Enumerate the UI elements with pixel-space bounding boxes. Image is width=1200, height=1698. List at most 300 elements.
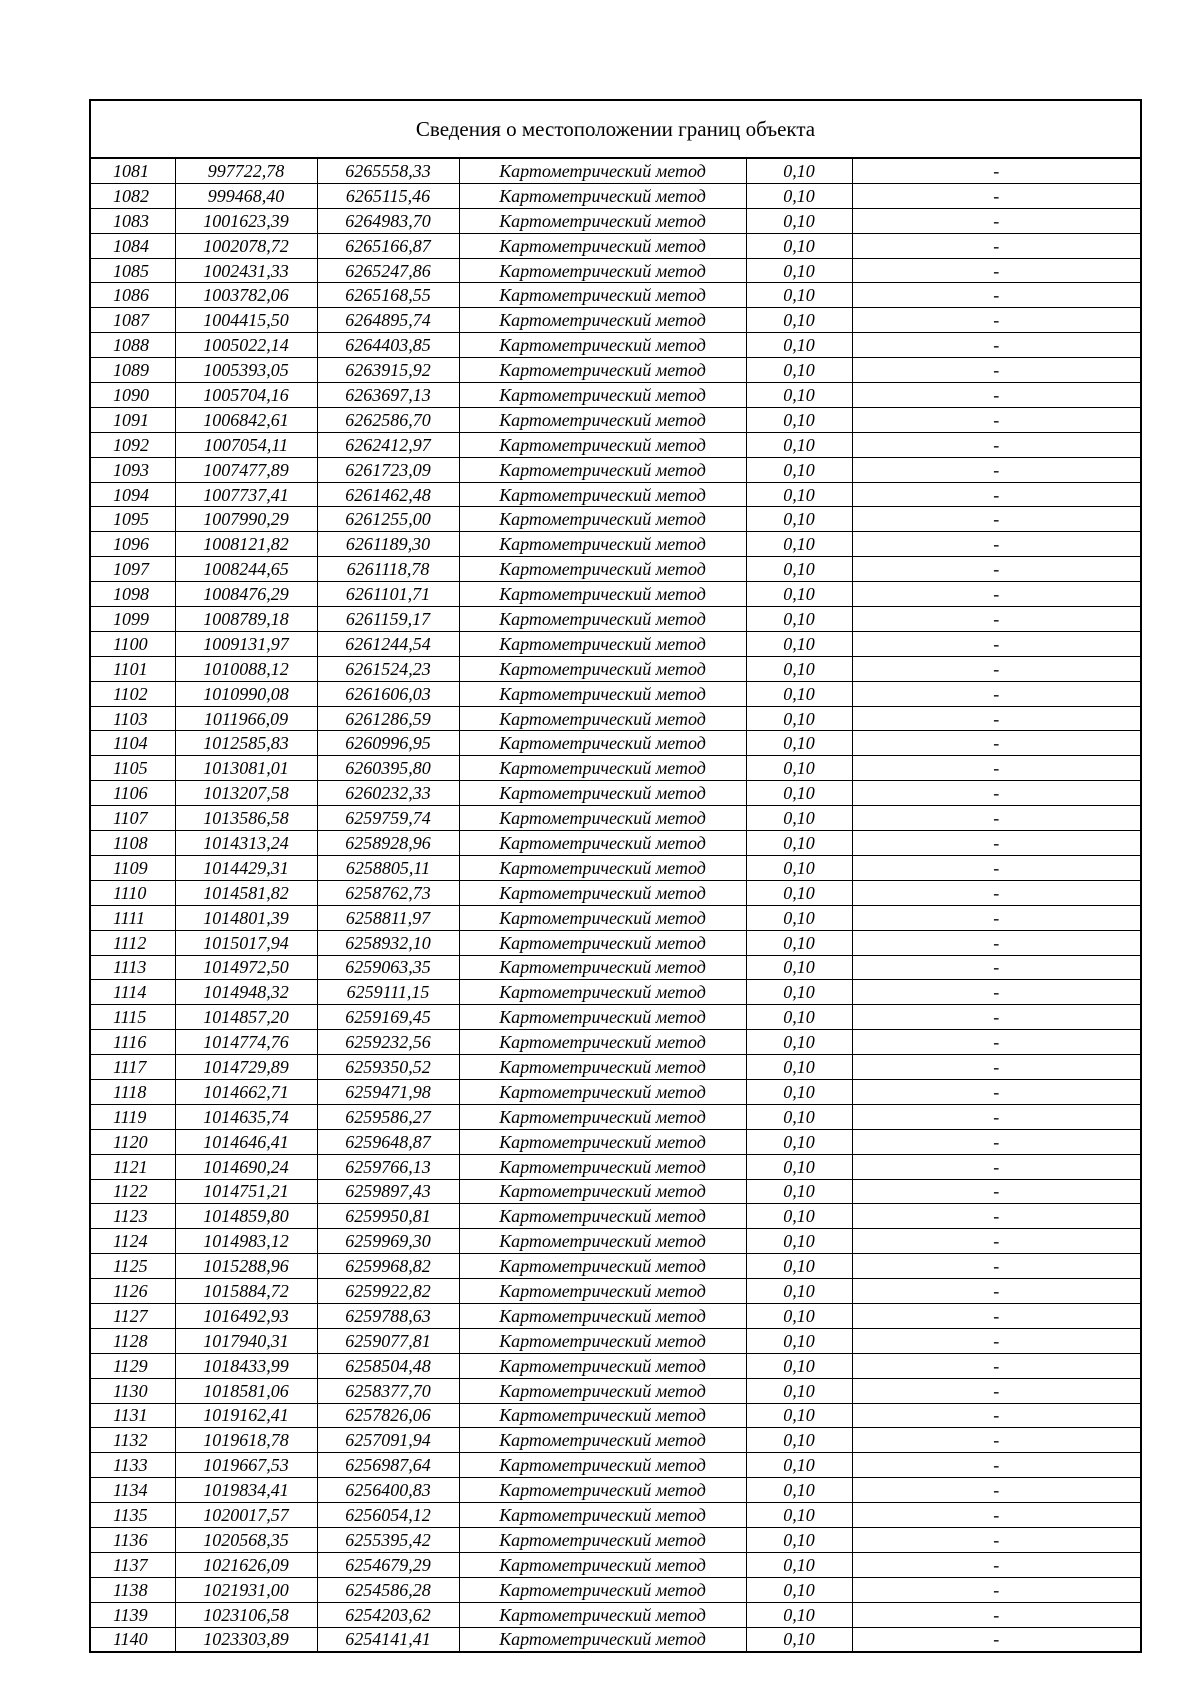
precision-cell: 0,10 — [746, 980, 852, 1005]
description-cell: - — [852, 706, 1140, 731]
point-number-cell: 1083 — [91, 208, 175, 233]
y-coordinate-cell: 6257826,06 — [317, 1403, 459, 1428]
description-cell: - — [852, 980, 1140, 1005]
point-number-cell: 1139 — [91, 1602, 175, 1627]
description-cell: - — [852, 1079, 1140, 1104]
point-number-cell: 1108 — [91, 831, 175, 856]
x-coordinate-cell: 1014801,39 — [175, 905, 317, 930]
method-cell: Картометрический метод — [459, 1303, 746, 1328]
point-number-cell: 1100 — [91, 631, 175, 656]
precision-cell: 0,10 — [746, 557, 852, 582]
method-cell: Картометрический метод — [459, 880, 746, 905]
method-cell: Картометрический метод — [459, 1428, 746, 1453]
y-coordinate-cell: 6263915,92 — [317, 358, 459, 383]
y-coordinate-cell: 6259950,81 — [317, 1204, 459, 1229]
point-number-cell: 1138 — [91, 1577, 175, 1602]
point-number-cell: 1084 — [91, 233, 175, 258]
method-cell: Картометрический метод — [459, 308, 746, 333]
y-coordinate-cell: 6264403,85 — [317, 333, 459, 358]
x-coordinate-cell: 1014581,82 — [175, 880, 317, 905]
x-coordinate-cell: 1021626,09 — [175, 1552, 317, 1577]
precision-cell: 0,10 — [746, 1627, 852, 1651]
x-coordinate-cell: 1007477,89 — [175, 457, 317, 482]
table-row — [91, 1453, 1140, 1478]
precision-cell: 0,10 — [746, 1453, 852, 1478]
method-cell: Картометрический метод — [459, 1204, 746, 1229]
point-number-cell: 1081 — [91, 159, 175, 183]
description-cell: - — [852, 1428, 1140, 1453]
y-coordinate-cell: 6261189,30 — [317, 532, 459, 557]
description-cell: - — [852, 930, 1140, 955]
description-cell: - — [852, 1229, 1140, 1254]
y-coordinate-cell: 6265558,33 — [317, 159, 459, 183]
x-coordinate-cell: 1014635,74 — [175, 1104, 317, 1129]
point-number-cell: 1128 — [91, 1328, 175, 1353]
x-coordinate-cell: 1007737,41 — [175, 482, 317, 507]
precision-cell: 0,10 — [746, 482, 852, 507]
y-coordinate-cell: 6261118,78 — [317, 557, 459, 582]
point-number-cell: 1094 — [91, 482, 175, 507]
y-coordinate-cell: 6259169,45 — [317, 1005, 459, 1030]
table-row — [91, 1378, 1140, 1403]
description-cell: - — [852, 532, 1140, 557]
point-number-cell: 1085 — [91, 258, 175, 283]
precision-cell: 0,10 — [746, 1279, 852, 1304]
precision-cell: 0,10 — [746, 756, 852, 781]
method-cell: Картометрический метод — [459, 1378, 746, 1403]
y-coordinate-cell: 6258811,97 — [317, 905, 459, 930]
y-coordinate-cell: 6264983,70 — [317, 208, 459, 233]
x-coordinate-cell: 1014646,41 — [175, 1129, 317, 1154]
method-cell: Картометрический метод — [459, 482, 746, 507]
table-row — [91, 1204, 1140, 1229]
table-row — [91, 258, 1140, 283]
method-cell: Картометрический метод — [459, 432, 746, 457]
table-row — [91, 756, 1140, 781]
point-number-cell: 1103 — [91, 706, 175, 731]
table-row — [91, 1279, 1140, 1304]
precision-cell: 0,10 — [746, 1303, 852, 1328]
x-coordinate-cell: 1010088,12 — [175, 656, 317, 681]
description-cell: - — [852, 731, 1140, 756]
point-number-cell: 1114 — [91, 980, 175, 1005]
y-coordinate-cell: 6256054,12 — [317, 1503, 459, 1528]
table-row — [91, 1254, 1140, 1279]
method-cell: Картометрический метод — [459, 955, 746, 980]
precision-cell: 0,10 — [746, 582, 852, 607]
method-cell: Картометрический метод — [459, 1478, 746, 1503]
table-row — [91, 1129, 1140, 1154]
method-cell: Картометрический метод — [459, 183, 746, 208]
y-coordinate-cell: 6258805,11 — [317, 855, 459, 880]
x-coordinate-cell: 1019162,41 — [175, 1403, 317, 1428]
table-row — [91, 1328, 1140, 1353]
y-coordinate-cell: 6257091,94 — [317, 1428, 459, 1453]
method-cell: Картометрический метод — [459, 1005, 746, 1030]
point-number-cell: 1113 — [91, 955, 175, 980]
x-coordinate-cell: 1008244,65 — [175, 557, 317, 582]
method-cell: Картометрический метод — [459, 806, 746, 831]
point-number-cell: 1102 — [91, 681, 175, 706]
y-coordinate-cell: 6254679,29 — [317, 1552, 459, 1577]
precision-cell: 0,10 — [746, 1527, 852, 1552]
table-row — [91, 407, 1140, 432]
x-coordinate-cell: 1014774,76 — [175, 1030, 317, 1055]
table-row — [91, 358, 1140, 383]
precision-cell: 0,10 — [746, 905, 852, 930]
method-cell: Картометрический метод — [459, 656, 746, 681]
method-cell: Картометрический метод — [459, 905, 746, 930]
point-number-cell: 1131 — [91, 1403, 175, 1428]
x-coordinate-cell: 1018433,99 — [175, 1353, 317, 1378]
table-row — [91, 1478, 1140, 1503]
description-cell: - — [852, 880, 1140, 905]
x-coordinate-cell: 1005022,14 — [175, 333, 317, 358]
description-cell: - — [852, 482, 1140, 507]
table-row — [91, 1005, 1140, 1030]
method-cell: Картометрический метод — [459, 159, 746, 183]
y-coordinate-cell: 6258928,96 — [317, 831, 459, 856]
precision-cell: 0,10 — [746, 1602, 852, 1627]
table-row — [91, 1552, 1140, 1577]
description-cell: - — [852, 631, 1140, 656]
table-row — [91, 1577, 1140, 1602]
point-number-cell: 1109 — [91, 855, 175, 880]
point-number-cell: 1118 — [91, 1079, 175, 1104]
description-cell: - — [852, 1154, 1140, 1179]
description-cell: - — [852, 607, 1140, 632]
precision-cell: 0,10 — [746, 333, 852, 358]
precision-cell: 0,10 — [746, 1154, 852, 1179]
table-row — [91, 1503, 1140, 1528]
description-cell: - — [852, 1328, 1140, 1353]
point-number-cell: 1116 — [91, 1030, 175, 1055]
y-coordinate-cell: 6261159,17 — [317, 607, 459, 632]
y-coordinate-cell: 6254203,62 — [317, 1602, 459, 1627]
point-number-cell: 1097 — [91, 557, 175, 582]
description-cell: - — [852, 457, 1140, 482]
point-number-cell: 1126 — [91, 1279, 175, 1304]
description-cell: - — [852, 183, 1140, 208]
method-cell: Картометрический метод — [459, 582, 746, 607]
table-row — [91, 1079, 1140, 1104]
description-cell: - — [852, 1005, 1140, 1030]
precision-cell: 0,10 — [746, 955, 852, 980]
table-row — [91, 582, 1140, 607]
method-cell: Картометрический метод — [459, 706, 746, 731]
precision-cell: 0,10 — [746, 607, 852, 632]
description-cell: - — [852, 582, 1140, 607]
precision-cell: 0,10 — [746, 1403, 852, 1428]
description-cell: - — [852, 557, 1140, 582]
precision-cell: 0,10 — [746, 1005, 852, 1030]
x-coordinate-cell: 1018581,06 — [175, 1378, 317, 1403]
y-coordinate-cell: 6259063,35 — [317, 955, 459, 980]
description-cell: - — [852, 1503, 1140, 1528]
x-coordinate-cell: 1014662,71 — [175, 1079, 317, 1104]
method-cell: Картометрический метод — [459, 930, 746, 955]
point-number-cell: 1132 — [91, 1428, 175, 1453]
y-coordinate-cell: 6254586,28 — [317, 1577, 459, 1602]
point-number-cell: 1117 — [91, 1055, 175, 1080]
table-row — [91, 333, 1140, 358]
table-row — [91, 457, 1140, 482]
description-cell: - — [852, 806, 1140, 831]
method-cell: Картометрический метод — [459, 681, 746, 706]
description-cell: - — [852, 208, 1140, 233]
method-cell: Картометрический метод — [459, 781, 746, 806]
point-number-cell: 1130 — [91, 1378, 175, 1403]
y-coordinate-cell: 6264895,74 — [317, 308, 459, 333]
x-coordinate-cell: 1007990,29 — [175, 507, 317, 532]
precision-cell: 0,10 — [746, 208, 852, 233]
precision-cell: 0,10 — [746, 1204, 852, 1229]
point-number-cell: 1136 — [91, 1527, 175, 1552]
table-row — [91, 631, 1140, 656]
point-number-cell: 1105 — [91, 756, 175, 781]
table-row — [91, 1428, 1140, 1453]
description-cell: - — [852, 1403, 1140, 1428]
method-cell: Картометрический метод — [459, 855, 746, 880]
method-cell: Картометрический метод — [459, 756, 746, 781]
x-coordinate-cell: 1023106,58 — [175, 1602, 317, 1627]
point-number-cell: 1086 — [91, 283, 175, 308]
description-cell: - — [852, 831, 1140, 856]
y-coordinate-cell: 6255395,42 — [317, 1527, 459, 1552]
table-row — [91, 731, 1140, 756]
x-coordinate-cell: 1013081,01 — [175, 756, 317, 781]
table-row — [91, 507, 1140, 532]
y-coordinate-cell: 6263697,13 — [317, 383, 459, 408]
y-coordinate-cell: 6259077,81 — [317, 1328, 459, 1353]
table-row — [91, 1627, 1140, 1651]
precision-cell: 0,10 — [746, 1478, 852, 1503]
description-cell: - — [852, 507, 1140, 532]
method-cell: Картометрический метод — [459, 358, 746, 383]
method-cell: Картометрический метод — [459, 532, 746, 557]
method-cell: Картометрический метод — [459, 457, 746, 482]
description-cell: - — [852, 1602, 1140, 1627]
method-cell: Картометрический метод — [459, 507, 746, 532]
table-row — [91, 1104, 1140, 1129]
description-cell: - — [852, 1627, 1140, 1651]
x-coordinate-cell: 1009131,97 — [175, 631, 317, 656]
method-cell: Картометрический метод — [459, 1527, 746, 1552]
precision-cell: 0,10 — [746, 681, 852, 706]
x-coordinate-cell: 1008789,18 — [175, 607, 317, 632]
method-cell: Картометрический метод — [459, 1627, 746, 1651]
precision-cell: 0,10 — [746, 880, 852, 905]
precision-cell: 0,10 — [746, 1254, 852, 1279]
point-number-cell: 1095 — [91, 507, 175, 532]
y-coordinate-cell: 6262412,97 — [317, 432, 459, 457]
description-cell: - — [852, 407, 1140, 432]
precision-cell: 0,10 — [746, 283, 852, 308]
point-number-cell: 1112 — [91, 930, 175, 955]
x-coordinate-cell: 997722,78 — [175, 159, 317, 183]
x-coordinate-cell: 1019667,53 — [175, 1453, 317, 1478]
y-coordinate-cell: 6258762,73 — [317, 880, 459, 905]
method-cell: Картометрический метод — [459, 731, 746, 756]
x-coordinate-cell: 1017940,31 — [175, 1328, 317, 1353]
description-cell: - — [852, 1303, 1140, 1328]
method-cell: Картометрический метод — [459, 1503, 746, 1528]
precision-cell: 0,10 — [746, 532, 852, 557]
y-coordinate-cell: 6260232,33 — [317, 781, 459, 806]
description-cell: - — [852, 233, 1140, 258]
table-row — [91, 1527, 1140, 1552]
precision-cell: 0,10 — [746, 806, 852, 831]
table-row — [91, 308, 1140, 333]
y-coordinate-cell: 6259471,98 — [317, 1079, 459, 1104]
x-coordinate-cell: 1001623,39 — [175, 208, 317, 233]
point-number-cell: 1107 — [91, 806, 175, 831]
table-row — [91, 233, 1140, 258]
precision-cell: 0,10 — [746, 1552, 852, 1577]
y-coordinate-cell: 6261606,03 — [317, 681, 459, 706]
precision-cell: 0,10 — [746, 1104, 852, 1129]
table-row — [91, 1229, 1140, 1254]
point-number-cell: 1088 — [91, 333, 175, 358]
description-cell: - — [852, 1104, 1140, 1129]
table-row — [91, 681, 1140, 706]
point-number-cell: 1111 — [91, 905, 175, 930]
table-row — [91, 855, 1140, 880]
description-cell: - — [852, 756, 1140, 781]
y-coordinate-cell: 6261723,09 — [317, 457, 459, 482]
point-number-cell: 1098 — [91, 582, 175, 607]
method-cell: Картометрический метод — [459, 333, 746, 358]
point-number-cell: 1127 — [91, 1303, 175, 1328]
y-coordinate-cell: 6259766,13 — [317, 1154, 459, 1179]
table-row — [91, 1403, 1140, 1428]
point-number-cell: 1099 — [91, 607, 175, 632]
method-cell: Картометрический метод — [459, 1129, 746, 1154]
description-cell: - — [852, 308, 1140, 333]
point-number-cell: 1125 — [91, 1254, 175, 1279]
description-cell: - — [852, 1030, 1140, 1055]
description-cell: - — [852, 656, 1140, 681]
description-cell: - — [852, 1527, 1140, 1552]
precision-cell: 0,10 — [746, 831, 852, 856]
x-coordinate-cell: 1016492,93 — [175, 1303, 317, 1328]
x-coordinate-cell: 1011966,09 — [175, 706, 317, 731]
table-row — [91, 1353, 1140, 1378]
x-coordinate-cell: 1019618,78 — [175, 1428, 317, 1453]
x-coordinate-cell: 1008476,29 — [175, 582, 317, 607]
method-cell: Картометрический метод — [459, 1229, 746, 1254]
method-cell: Картометрический метод — [459, 831, 746, 856]
y-coordinate-cell: 6259350,52 — [317, 1055, 459, 1080]
description-cell: - — [852, 905, 1140, 930]
precision-cell: 0,10 — [746, 383, 852, 408]
table-row — [91, 781, 1140, 806]
y-coordinate-cell: 6261286,59 — [317, 706, 459, 731]
point-number-cell: 1091 — [91, 407, 175, 432]
precision-cell: 0,10 — [746, 432, 852, 457]
method-cell: Картометрический метод — [459, 1179, 746, 1204]
precision-cell: 0,10 — [746, 258, 852, 283]
precision-cell: 0,10 — [746, 1129, 852, 1154]
point-number-cell: 1135 — [91, 1503, 175, 1528]
method-cell: Картометрический метод — [459, 233, 746, 258]
y-coordinate-cell: 6259788,63 — [317, 1303, 459, 1328]
table-row — [91, 656, 1140, 681]
x-coordinate-cell: 1023303,89 — [175, 1627, 317, 1651]
x-coordinate-cell: 1014751,21 — [175, 1179, 317, 1204]
x-coordinate-cell: 1003782,06 — [175, 283, 317, 308]
y-coordinate-cell: 6258504,48 — [317, 1353, 459, 1378]
table-row — [91, 383, 1140, 408]
method-cell: Картометрический метод — [459, 383, 746, 408]
method-cell: Картометрический метод — [459, 1079, 746, 1104]
x-coordinate-cell: 1013207,58 — [175, 781, 317, 806]
description-cell: - — [852, 1279, 1140, 1304]
precision-cell: 0,10 — [746, 159, 852, 183]
x-coordinate-cell: 1020017,57 — [175, 1503, 317, 1528]
table-row — [91, 1179, 1140, 1204]
description-cell: - — [852, 1453, 1140, 1478]
point-number-cell: 1092 — [91, 432, 175, 457]
y-coordinate-cell: 6261101,71 — [317, 582, 459, 607]
precision-cell: 0,10 — [746, 1428, 852, 1453]
table-row — [91, 905, 1140, 930]
description-cell: - — [852, 1378, 1140, 1403]
x-coordinate-cell: 1015017,94 — [175, 930, 317, 955]
method-cell: Картометрический метод — [459, 283, 746, 308]
description-cell: - — [852, 333, 1140, 358]
x-coordinate-cell: 999468,40 — [175, 183, 317, 208]
method-cell: Картометрический метод — [459, 631, 746, 656]
y-coordinate-cell: 6259586,27 — [317, 1104, 459, 1129]
method-cell: Картометрический метод — [459, 980, 746, 1005]
description-cell: - — [852, 358, 1140, 383]
x-coordinate-cell: 1014859,80 — [175, 1204, 317, 1229]
x-coordinate-cell: 1008121,82 — [175, 532, 317, 557]
method-cell: Картометрический метод — [459, 1104, 746, 1129]
table-row — [91, 557, 1140, 582]
x-coordinate-cell: 1015884,72 — [175, 1279, 317, 1304]
description-cell: - — [852, 159, 1140, 183]
point-number-cell: 1129 — [91, 1353, 175, 1378]
method-cell: Картометрический метод — [459, 1403, 746, 1428]
precision-cell: 0,10 — [746, 407, 852, 432]
table-row — [91, 980, 1140, 1005]
method-cell: Картометрический метод — [459, 1055, 746, 1080]
description-cell: - — [852, 383, 1140, 408]
point-number-cell: 1121 — [91, 1154, 175, 1179]
method-cell: Картометрический метод — [459, 1602, 746, 1627]
point-number-cell: 1134 — [91, 1478, 175, 1503]
x-coordinate-cell: 1006842,61 — [175, 407, 317, 432]
point-number-cell: 1119 — [91, 1104, 175, 1129]
x-coordinate-cell: 1014690,24 — [175, 1154, 317, 1179]
description-cell: - — [852, 855, 1140, 880]
point-number-cell: 1137 — [91, 1552, 175, 1577]
description-cell: - — [852, 1577, 1140, 1602]
precision-cell: 0,10 — [746, 1328, 852, 1353]
precision-cell: 0,10 — [746, 308, 852, 333]
point-number-cell: 1104 — [91, 731, 175, 756]
y-coordinate-cell: 6265168,55 — [317, 283, 459, 308]
table-row — [91, 482, 1140, 507]
precision-cell: 0,10 — [746, 183, 852, 208]
table-row — [91, 1030, 1140, 1055]
y-coordinate-cell: 6258377,70 — [317, 1378, 459, 1403]
method-cell: Картометрический метод — [459, 1353, 746, 1378]
point-number-cell: 1082 — [91, 183, 175, 208]
y-coordinate-cell: 6261524,23 — [317, 656, 459, 681]
